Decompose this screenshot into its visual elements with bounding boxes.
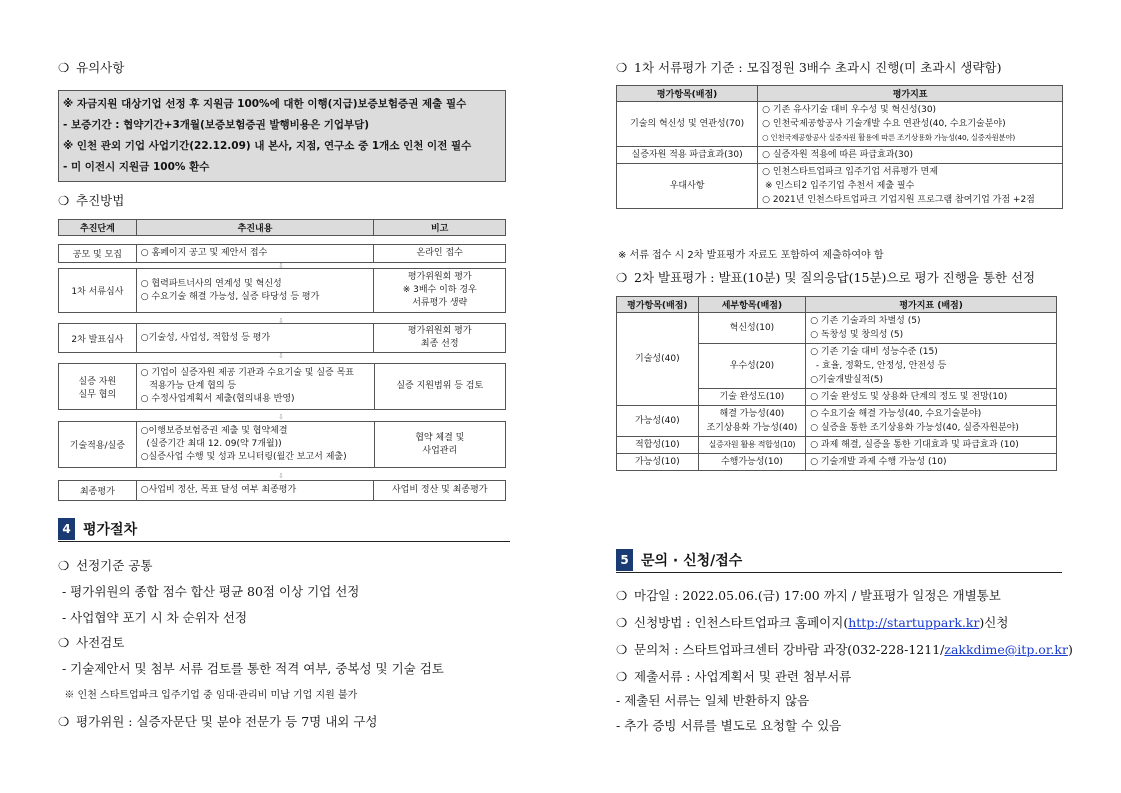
second-eval-indicators bbox=[806, 454, 1057, 471]
section4-line bbox=[58, 712, 378, 730]
process-header-cell: 비고 bbox=[374, 220, 506, 236]
process-content bbox=[136, 245, 374, 263]
process-stage: 기술적용/실증 bbox=[59, 422, 137, 468]
process-content bbox=[136, 269, 374, 313]
second-eval-sub: 기술 완성도(10) bbox=[698, 389, 806, 406]
process-step-table bbox=[58, 323, 506, 353]
section4-text: 사전검토 bbox=[76, 635, 125, 650]
process-content-line: ○이행보증보험증권 제출 및 협약체결 bbox=[140, 426, 288, 436]
down-arrow-icon: ⇩ bbox=[278, 413, 284, 421]
second-eval-row bbox=[617, 437, 1057, 454]
second-eval-item: 가능성(10) bbox=[617, 454, 699, 471]
contact-line: ❍ 문의처 : 스타트업파크센터 강바람 과장(032-228-1211/zakkdime@itp.or.kr) bbox=[616, 642, 1073, 657]
indicator-line: ○ 기존 유사기술 대비 우수성 및 혁신성(30) bbox=[762, 105, 937, 115]
first-eval-indicators bbox=[758, 164, 1063, 209]
process-note: 실증 지원범위 등 검토 bbox=[374, 364, 505, 410]
email-link[interactable]: zakkdime@itp.or.kr bbox=[944, 642, 1068, 657]
process-step bbox=[58, 480, 506, 501]
indicator-line: ○ 기존 기술 대비 성능수준 (15) bbox=[810, 347, 938, 357]
section4-title bbox=[58, 518, 137, 540]
indicator-line: ○ 과제 해결, 실증을 통한 기대효과 및 파급효과 (10) bbox=[810, 440, 1019, 450]
second-eval-header: 세부항목(배점) bbox=[698, 297, 806, 313]
first-eval-row bbox=[617, 147, 1063, 164]
homepage-link[interactable]: http://startuppark.kr bbox=[848, 615, 980, 630]
process-step bbox=[58, 268, 506, 313]
down-arrow-icon: ⇩ bbox=[278, 317, 284, 325]
section4-text: 선정기준 공통 bbox=[76, 558, 153, 573]
section4-rule bbox=[58, 541, 510, 542]
indicator-line: ※ 인스티2 입주기업 추천서 제출 필수 bbox=[762, 181, 915, 191]
deadline-line: ❍ 마감일 : 2022.05.06.(금) 17:00 까지 / 발표평가 일정은 개별통보 bbox=[616, 588, 1001, 603]
bullet-icon: ❍ bbox=[58, 558, 70, 573]
second-eval-sub: 실증자원 활용 적합성(10) bbox=[698, 437, 806, 454]
second-eval-header: 평가지표 (배점) bbox=[806, 297, 1057, 313]
section4-line bbox=[58, 556, 152, 574]
second-eval-heading: ❍ 2차 발표평가 : 발표(10분) 및 질의응답(15분)으로 평가 진행을 통한 선정 bbox=[616, 270, 1036, 285]
bullet-icon: ❍ bbox=[616, 642, 628, 657]
process-content-line: ○ 홈페이지 공고 및 제안서 접수 bbox=[140, 248, 268, 258]
first-eval-row bbox=[617, 164, 1063, 209]
doc-note: - 제출된 서류는 일체 반환하지 않음 bbox=[616, 693, 810, 708]
section-number: 5 bbox=[616, 549, 633, 571]
process-content-line: ○사업비 정산, 목표 달성 여부 최종평가 bbox=[140, 485, 297, 495]
first-eval-heading: ❍ 1차 서류평가 기준 : 모집정원 3배수 초과시 진행(미 초과시 생략함) bbox=[616, 60, 1002, 75]
first-eval-note: ※ 서류 접수 시 2차 발표평가 자료도 포함하여 제출하여야 함 bbox=[618, 250, 884, 261]
section4-text: 평가위원 : 실증자문단 및 분야 전문가 등 7명 내외 구성 bbox=[76, 714, 378, 729]
bullet-icon: ❍ bbox=[616, 615, 628, 630]
process-stage: 공모 및 모집 bbox=[59, 245, 137, 263]
second-eval-header: 평가항목(배점) bbox=[617, 297, 699, 313]
notice-line: ※ 인천 관외 기업 사업기간(22.12.09) 내 본사, 지점, 연구소 중 1개소 인천 이전 필수 bbox=[63, 140, 472, 152]
indicator-line: ○ 실증을 통한 조기상용화 가능성(40, 실증자원분야) bbox=[810, 423, 1019, 433]
process-content-line: ○기술성, 사업성, 적합성 등 평가 bbox=[140, 332, 271, 343]
first-eval-header: 평가지표 bbox=[758, 86, 1063, 102]
down-arrow-icon: ⇩ bbox=[278, 352, 284, 360]
section4-line bbox=[58, 686, 357, 701]
process-content-line: (실증기간 최대 12. 09(약 7개월)) bbox=[140, 439, 282, 449]
section-title-text: 문의 · 신청/접수 bbox=[641, 553, 743, 569]
section5-title bbox=[616, 549, 742, 571]
indicator-line: ○ 2021년 인천스타트업파크 기업지원 프로그램 참여기업 가점 +2점 bbox=[762, 195, 1035, 205]
process-content-line: ○실증사업 수행 및 성과 모니터링(월간 보고서 제출) bbox=[140, 452, 347, 462]
indicator-line: ○ 실증자원 적용에 따른 파급효과(30) bbox=[762, 150, 913, 160]
section4-text: - 사업협약 포기 시 차 순위자 선정 bbox=[58, 610, 248, 625]
indicator-line: ○ 인천국제공항공사 실증자원 활용에 따른 조기상용화 가능성(40, 실증자원분야) bbox=[762, 133, 1016, 142]
second-eval-sub: 해결 가능성(40) 조기상용화 가능성(40) bbox=[698, 406, 806, 437]
indicator-line: ○ 독창성 및 창의성 (5) bbox=[810, 330, 904, 340]
bullet-icon: ❍ bbox=[616, 60, 628, 75]
second-eval-item: 적합성(10) bbox=[617, 437, 699, 454]
process-step-table bbox=[58, 244, 506, 263]
indicator-line: ○ 기존 기술과의 차별성 (5) bbox=[810, 316, 921, 326]
section4-text: - 평가위원의 종합 점수 합산 평균 80점 이상 기업 선정 bbox=[58, 584, 360, 599]
process-content-line: ○ 수요기술 해결 가능성, 실증 타당성 등 평가 bbox=[140, 291, 320, 302]
process-content-line: ○ 기업이 실증자원 제공 기관과 수요기술 및 실증 목표 bbox=[140, 368, 354, 378]
process-content-line: ○ 협력파트너사의 연계성 및 혁신성 bbox=[140, 278, 282, 289]
apply-line: ❍ 신청방법 : 인천스타트업파크 홈페이지(http://startuppark.kr)신청 bbox=[616, 615, 1009, 630]
second-eval-indicators bbox=[806, 344, 1057, 389]
section4-line bbox=[58, 633, 124, 651]
second-eval-sub: 수행가능성(10) bbox=[698, 454, 806, 471]
first-eval-header: 평가항목(배점) bbox=[617, 86, 758, 102]
bullet-icon: ❍ bbox=[616, 669, 628, 684]
process-content bbox=[136, 324, 374, 353]
notice-line: - 미 이전시 지원금 100% 환수 bbox=[63, 161, 210, 173]
process-note: 온라인 접수 bbox=[374, 245, 506, 263]
first-eval-row bbox=[617, 102, 1063, 147]
bullet-icon: ❍ bbox=[58, 714, 70, 729]
process-step bbox=[58, 363, 506, 410]
section4-text: ※ 인천 스타트업파크 입주기업 중 임대·관리비 미납 기업 지원 불가 bbox=[58, 690, 358, 701]
indicator-line: ○ 인천스타트업파크 입주기업 서류평가 면제 bbox=[762, 167, 938, 177]
process-step-table bbox=[58, 480, 506, 501]
indicator-line: ○ 인천국제공항공사 기술개발 수요 연관성(40, 수요기술분야) bbox=[762, 119, 1006, 129]
bullet-icon: ❍ bbox=[616, 270, 628, 285]
process-header-cell: 추진내용 bbox=[136, 220, 373, 236]
process-content bbox=[136, 422, 374, 468]
doc-note: - 추가 증빙 서류를 별도로 요청할 수 있음 bbox=[616, 718, 842, 733]
process-content-line: ○ 수정사업계획서 제출(협의내용 반영) bbox=[140, 394, 295, 404]
process-step bbox=[58, 244, 506, 263]
notice-line: - 보증기간 : 협약기간+3개월(보증보험증권 발행비용은 기업부담) bbox=[63, 119, 370, 131]
section4-line bbox=[58, 608, 247, 626]
second-eval-item: 가능성(40) bbox=[617, 406, 699, 437]
indicator-line: ○ 기술개발 과제 수행 가능성 (10) bbox=[810, 457, 947, 467]
process-step-table bbox=[58, 268, 506, 313]
first-eval-item: 기술의 혁신성 및 연관성(70) bbox=[617, 102, 758, 147]
down-arrow-icon: ⇩ bbox=[278, 262, 284, 270]
process-header-row bbox=[58, 219, 506, 236]
process-step-table bbox=[58, 363, 506, 410]
section-title-text: 평가절차 bbox=[83, 522, 138, 538]
bullet-icon: ❍ bbox=[58, 60, 70, 75]
second-eval-item: 기술성(40) bbox=[617, 313, 699, 406]
indicator-line: ○ 기술 완성도 및 상용화 단계의 정도 및 전망(10) bbox=[810, 392, 1008, 402]
second-eval-indicators bbox=[806, 406, 1057, 437]
process-step bbox=[58, 421, 506, 468]
process-note: 사업비 정산 및 최종평가 bbox=[374, 481, 506, 501]
process-content bbox=[136, 481, 374, 501]
indicator-line: ○ 수요기술 해결 가능성(40, 수요기술분야) bbox=[810, 409, 982, 419]
indicator-line: - 효율, 정확도, 안정성, 안전성 등 bbox=[810, 361, 947, 371]
process-stage: 실증 자원 실무 협의 bbox=[59, 364, 137, 410]
bullet-icon: ❍ bbox=[58, 193, 70, 208]
second-eval-row bbox=[617, 454, 1057, 471]
process-header-table bbox=[58, 219, 506, 236]
notice-box bbox=[58, 90, 506, 182]
second-eval-indicators bbox=[806, 389, 1057, 406]
second-eval-row bbox=[617, 313, 1057, 344]
process-step bbox=[58, 323, 506, 353]
process-note: 평가위원회 평가 ※ 3배수 이하 경우 서류평가 생략 bbox=[374, 269, 506, 313]
section4-text: - 기술제안서 및 첨부 서류 검토를 통한 적격 여부, 중복성 및 기술 검토 bbox=[58, 661, 444, 676]
down-arrow-icon: ⇩ bbox=[278, 472, 284, 480]
second-eval-indicators bbox=[806, 313, 1057, 344]
first-eval-indicators bbox=[758, 147, 1063, 164]
notice-line: ※ 자금지원 대상기업 선정 후 지원금 100%에 대한 이행(지급)보증보험증권 제출 필수 bbox=[63, 98, 467, 110]
section4-line bbox=[58, 582, 359, 600]
process-content bbox=[136, 364, 374, 410]
first-eval-indicators bbox=[758, 102, 1063, 147]
second-eval-row bbox=[617, 406, 1057, 437]
second-eval-sub: 우수성(20) bbox=[698, 344, 806, 389]
process-stage: 2차 발표심사 bbox=[59, 324, 137, 353]
docs-line: ❍ 제출서류 : 사업계획서 및 관련 첨부서류 bbox=[616, 669, 852, 684]
section4-line bbox=[58, 659, 444, 677]
second-eval-sub: 혁신성(10) bbox=[698, 313, 806, 344]
bullet-icon: ❍ bbox=[616, 588, 628, 603]
first-eval-item: 우대사항 bbox=[617, 164, 758, 209]
bullet-icon: ❍ bbox=[58, 635, 70, 650]
process-header-cell: 추진단계 bbox=[59, 220, 137, 236]
second-eval-table bbox=[616, 296, 1057, 471]
first-eval-table bbox=[616, 85, 1063, 209]
section-number: 4 bbox=[58, 518, 75, 540]
method-heading: ❍ 추진방법 bbox=[58, 193, 125, 208]
process-note: 평가위원회 평가 최종 선정 bbox=[374, 324, 506, 353]
process-note: 협약 체결 및 사업관리 bbox=[374, 422, 505, 468]
process-stage: 최종평가 bbox=[59, 481, 137, 501]
indicator-line: ○기술개발실적(5) bbox=[810, 375, 883, 385]
second-eval-indicators bbox=[806, 437, 1057, 454]
process-step-table bbox=[58, 421, 506, 468]
process-stage: 1차 서류심사 bbox=[59, 269, 137, 313]
notice-heading: ❍ 유의사항 bbox=[58, 60, 125, 75]
first-eval-item: 실증자원 적용 파급효과(30) bbox=[617, 147, 758, 164]
process-content-line: 적용가능 단계 협의 등 bbox=[140, 381, 237, 391]
section5-rule bbox=[616, 572, 1062, 573]
